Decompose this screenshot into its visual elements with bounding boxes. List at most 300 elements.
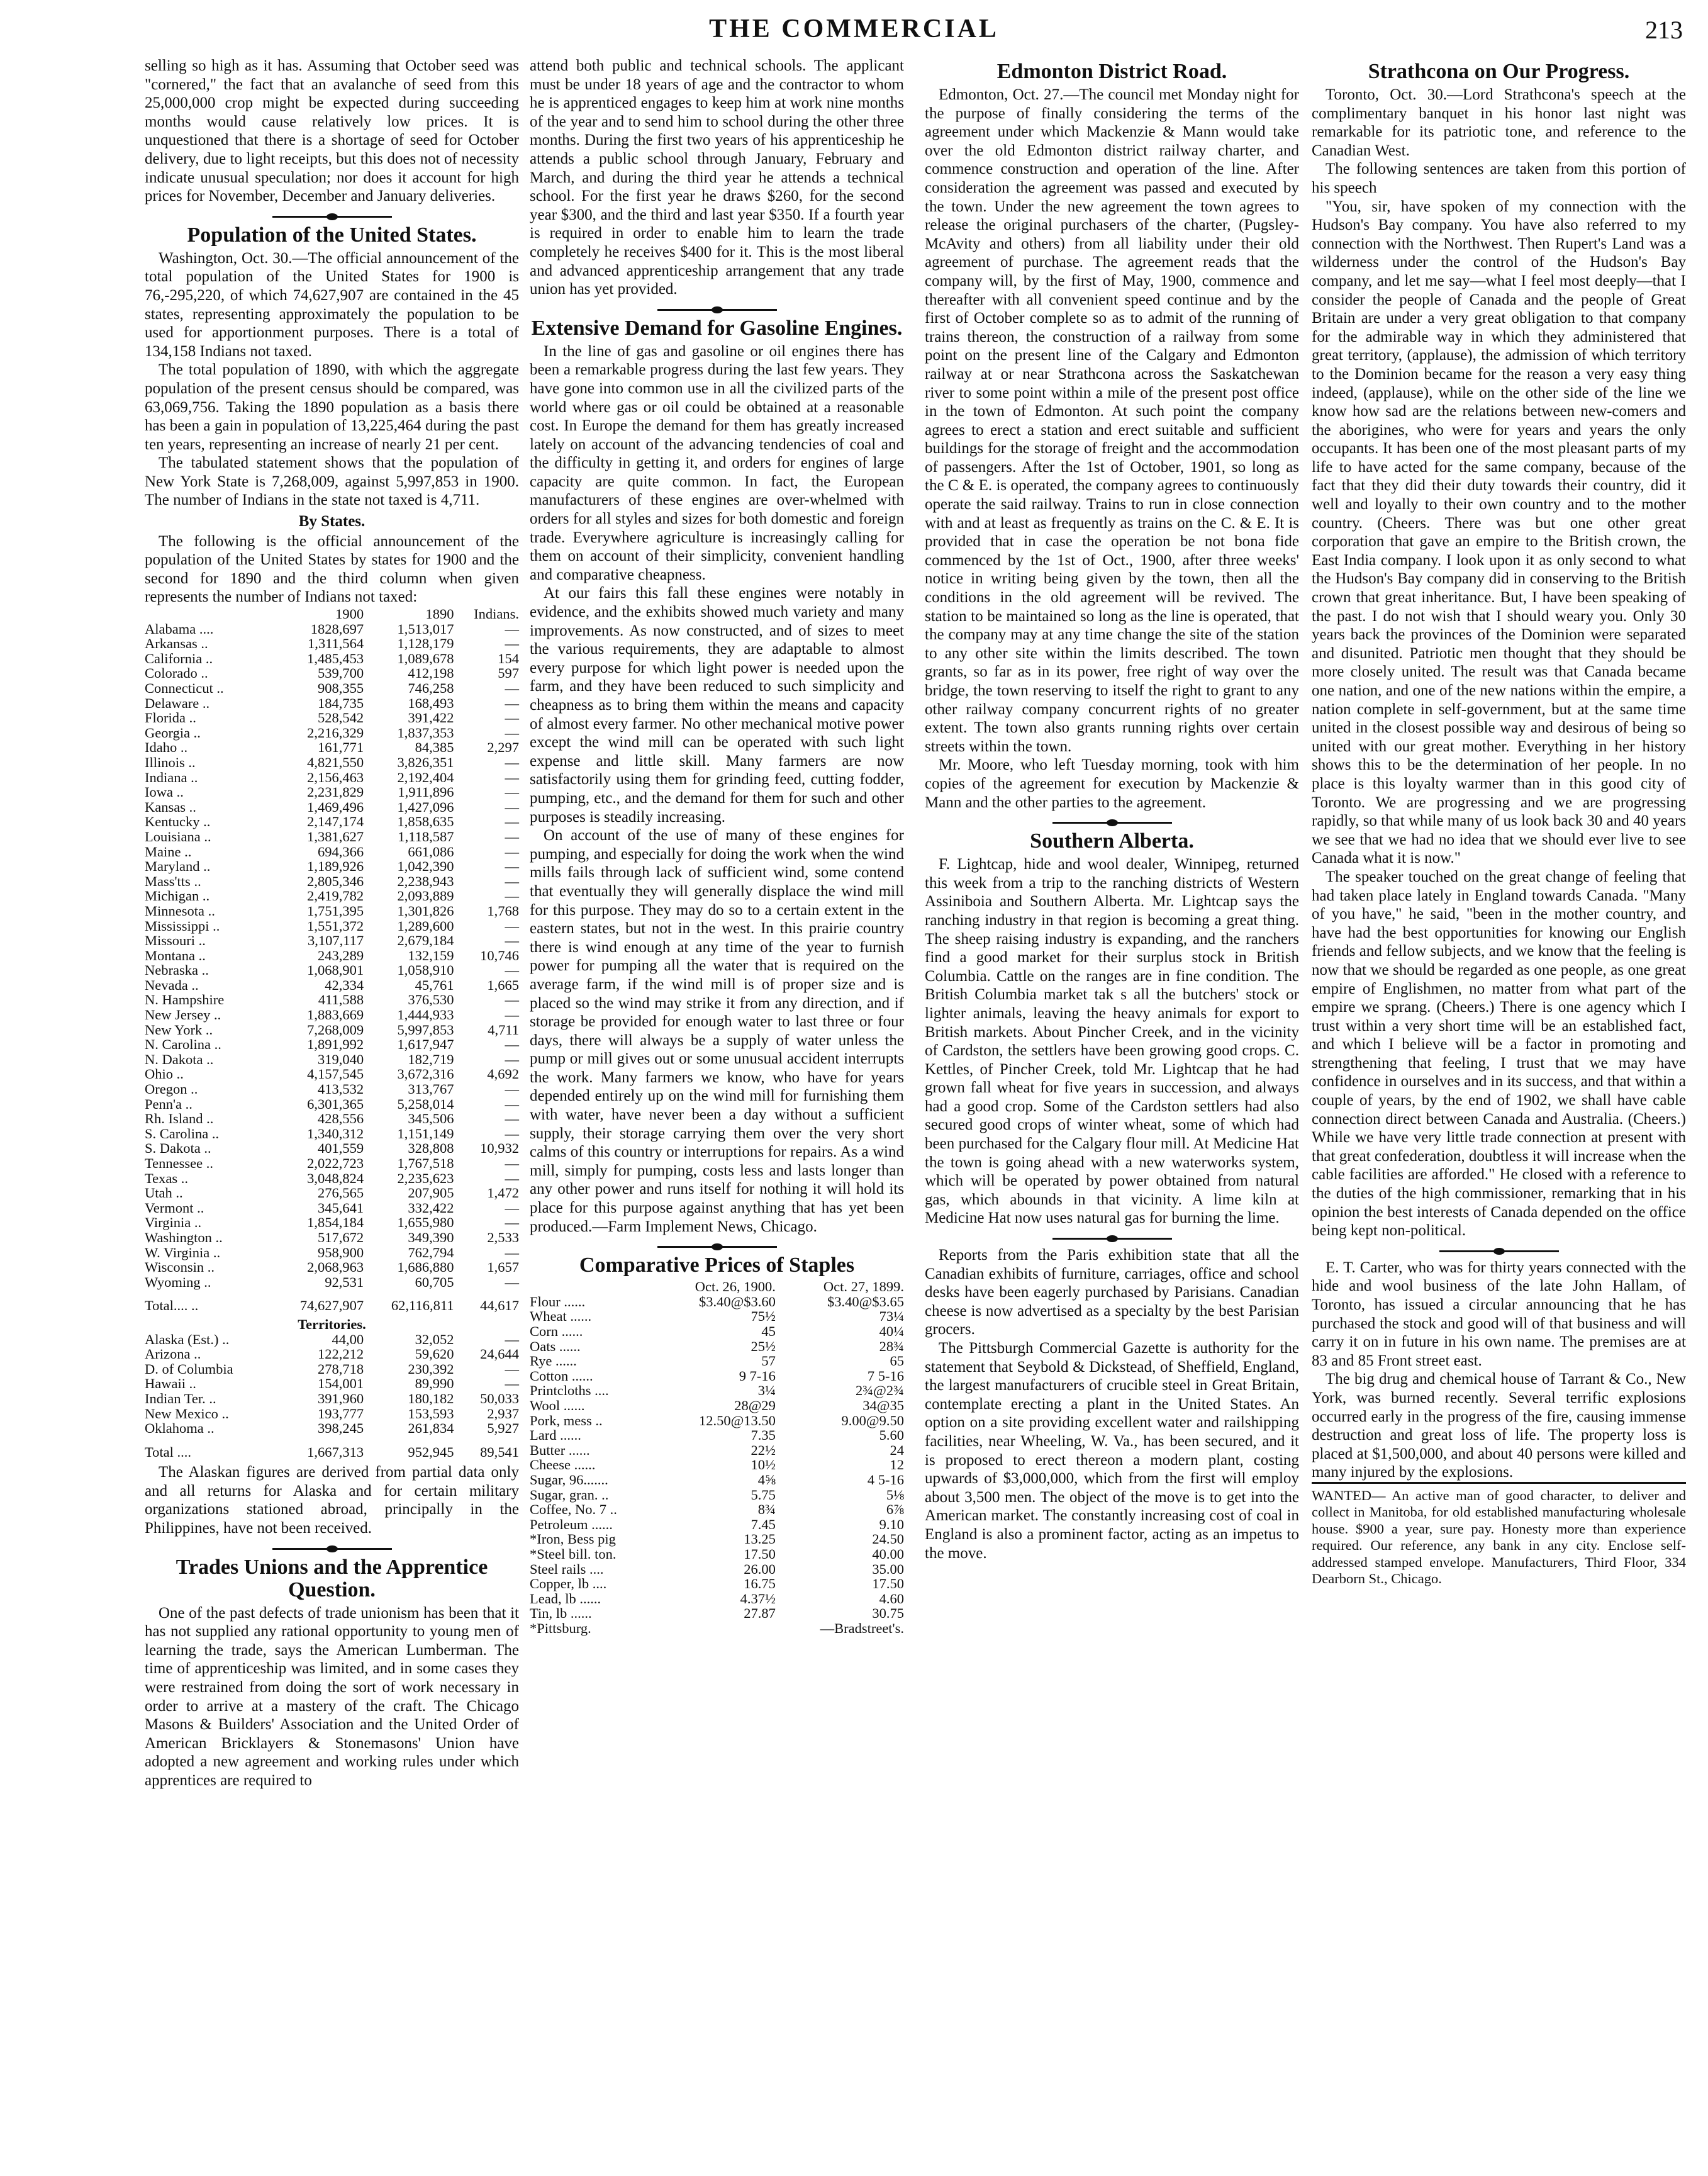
table-row — [145, 1082, 519, 1097]
cell-value: — — [505, 620, 519, 637]
cell-value: 276,565 — [318, 1185, 364, 1201]
table-row — [145, 1201, 519, 1216]
cell-value: 24.50 — [872, 1531, 904, 1547]
cell-value: 1,911,896 — [398, 784, 454, 800]
cell-value: 30.75 — [872, 1605, 904, 1622]
cell-value: 278,718 — [318, 1360, 364, 1377]
table-row — [145, 770, 519, 785]
cell-value: — — [505, 724, 519, 741]
row-label: Oklahoma .. — [145, 1420, 215, 1437]
cell-value: 168,493 — [408, 695, 454, 711]
column-header: 1900 — [335, 606, 364, 622]
cell-value: 3,672,316 — [397, 1066, 454, 1082]
cell-value: 12 — [890, 1457, 904, 1473]
row-label: Colorado .. — [145, 665, 208, 681]
cell-value: 1,151,149 — [397, 1125, 454, 1141]
cell-value: 5⅛ — [886, 1486, 904, 1503]
table-row — [145, 963, 519, 978]
cell-value: 7 5-16 — [867, 1367, 904, 1384]
section-divider — [1439, 1250, 1559, 1252]
cell-value: 8¾ — [757, 1501, 776, 1518]
cell-value: 1,751,395 — [307, 902, 364, 919]
row-label: Rye ...... — [530, 1353, 577, 1369]
row-label: Petroleum ...... — [530, 1516, 613, 1532]
row-label: Iowa .. — [145, 784, 184, 800]
continued-text: attend both public and technical schools. The applicant must be under 18 years of age and the contractor to whom he is apprenticed engages to keep him at work nine months of the year and to send him to school during the other three months. During the first two years of his apprenticeship he attends a public school through January, February and March, and during the third year he attends a technical school. For the first year he draws $260, for the second year $300, and the third and last year $350. If a fourth year is required in order to enable him to learn the trade completely he receives $400 for it. This is the most liberal and advanced apprenticeship arrangement that any trade union has yet provided. — [530, 57, 904, 298]
cell-value: 2,231,829 — [307, 784, 364, 800]
table-row — [145, 1052, 519, 1067]
cell-value: 4.37½ — [740, 1590, 776, 1607]
table-row — [145, 1391, 519, 1406]
cell-value: — — [505, 933, 519, 949]
row-label: Sugar, gran. .. — [530, 1486, 609, 1503]
table-row — [145, 1186, 519, 1201]
row-label: N. Hampshire — [145, 992, 225, 1008]
cell-value: 9.10 — [879, 1516, 904, 1532]
paragraph: Toronto, Oct. 30.—Lord Strathcona's speech at the complimentary banquet in his honor last night was remarkable for its patriotic tone, and reference to the Canadian West. — [1312, 86, 1686, 159]
cell-value: 1,469,496 — [307, 799, 364, 815]
cell-value: 10,932 — [480, 1140, 519, 1157]
table-row — [530, 1488, 904, 1503]
table-footnote-row — [530, 1621, 904, 1636]
row-label: Virginia .. — [145, 1214, 202, 1231]
cell-value: $3.40@$3.65 — [827, 1293, 904, 1310]
row-label: Lard ...... — [530, 1427, 581, 1444]
table-row — [530, 1606, 904, 1621]
row-label: Mississippi .. — [145, 917, 220, 934]
staples-price-table — [530, 1279, 904, 1635]
headline-population: Population of the United States. — [187, 223, 477, 247]
cell-value: — — [505, 799, 519, 815]
row-label: Alabama .... — [145, 620, 214, 637]
table-row — [145, 785, 519, 800]
table-row — [145, 1230, 519, 1245]
row-label: Missouri .. — [145, 933, 206, 949]
table-row — [145, 1421, 519, 1436]
paragraph: At our fairs this fall these engines were notably in evidence, and the exhibits showed much variety and many improvements. As now constructed, and of sizes to meet the various requirements, they are adaptable to almost every purpose for which light power is needed upon the farm, and they have been reduced to such simplicity and cheapness as to bring them within the means and capacity of almost every farmer. No other mechanical motive power except the wind mill can be operated with such light expense and little skill. Many farmers are now satisfactorily using them for grinding feed, cutting fodder, pumping, etc., and the demand for them for such and other purposes is steadily increasing. — [530, 585, 904, 826]
cell-value: 539,700 — [318, 665, 364, 681]
row-label: Washington .. — [145, 1229, 223, 1245]
column-header: Oct. 27, 1899. — [823, 1279, 904, 1295]
headline-staples: Comparative Prices of Staples — [579, 1253, 855, 1277]
cell-value: 207,905 — [408, 1185, 454, 1201]
cell-value: — — [505, 1199, 519, 1216]
cell-value: 243,289 — [318, 947, 364, 963]
page-number: 213 — [1645, 16, 1683, 44]
paragraph: E. T. Carter, who was for thirty years connected with the hide and wool business of the late John Hallam, of Toronto, has issued a circular announcing that he has purchased the stock and good will of that business and will carry it on in future in his own name. The premises are at 83 and 85 Front street east. — [1312, 1259, 1686, 1369]
cell-value: — — [505, 1096, 519, 1112]
paragraph: The following sentences are taken from this portion of his speech — [1312, 160, 1686, 196]
table-row — [530, 1547, 904, 1562]
cell-value: — — [505, 1081, 519, 1097]
table-row — [145, 1260, 519, 1275]
cell-value: 4⅝ — [757, 1471, 776, 1488]
headline-strathcona: Strathcona on Our Progress. — [1368, 60, 1630, 83]
row-label: Tennessee .. — [145, 1155, 214, 1171]
row-label: Tin, lb ...... — [530, 1605, 592, 1622]
table-row — [530, 1457, 904, 1472]
cell-value: — — [505, 843, 519, 860]
cell-value: 24 — [890, 1442, 904, 1458]
cell-value: 28@29 — [734, 1397, 776, 1413]
row-label: Montana .. — [145, 947, 206, 963]
table-row — [145, 1347, 519, 1362]
row-label: Idaho .. — [145, 739, 188, 756]
section-divider — [657, 1246, 777, 1248]
cell-value: 28¾ — [879, 1338, 904, 1354]
table-row — [530, 1339, 904, 1354]
table-row — [530, 1398, 904, 1413]
paragraph: Mr. Moore, who left Tuesday morning, took with him copies of the agreement for execution by Mackenzie & Mann and the other parties to the agreement. — [925, 756, 1299, 811]
row-label: New Mexico .. — [145, 1405, 229, 1422]
cell-value: 1,118,587 — [398, 828, 454, 844]
source-credit: —Bradstreet's. — [820, 1620, 904, 1636]
table-row — [145, 1245, 519, 1260]
cell-value: 2,419,782 — [307, 888, 364, 904]
row-label: Nebraska .. — [145, 962, 209, 979]
section-divider — [272, 216, 392, 218]
row-label: Kentucky .. — [145, 814, 211, 830]
cell-value: 1,513,017 — [397, 620, 454, 637]
cell-value: — — [505, 1170, 519, 1186]
cell-value: — — [505, 695, 519, 711]
row-label: *Steel bill. ton. — [530, 1545, 617, 1562]
cell-value: — — [505, 888, 519, 904]
cell-value: 517,672 — [318, 1229, 364, 1245]
cell-value: 1,854,184 — [307, 1214, 364, 1231]
cell-value: 153,593 — [408, 1405, 454, 1422]
cell-value: 428,556 — [318, 1111, 364, 1127]
cell-value: 2,192,404 — [397, 769, 454, 785]
section-divider — [1052, 1238, 1172, 1240]
table-row — [145, 755, 519, 770]
paragraph: In the line of gas and gasoline or oil engines there has been a remarkable progress during the last few years. They have gone into common use in all the civilized parts of the world where gas or oil could be obtained at a reasonable cost. In Europe the demand for them has greatly increased lately on account of the advancing tendencies of coal and the difficulty in getting it, and orders for engines of large capacity are quite common. In fact, the European manufacturers of these engines are over-whelmed with orders for all styles and sizes for both domestic and foreign trade. Everywhere agriculture is increasingly calling for them on account of their simplicity, convenient handling and comparative cheapness. — [530, 342, 904, 583]
cell-value: 1,068,901 — [307, 962, 364, 979]
row-label: Nevada .. — [145, 977, 199, 993]
cell-value: 6⅞ — [886, 1501, 904, 1518]
table-row — [145, 696, 519, 711]
cell-value: — — [505, 1036, 519, 1053]
table-row — [145, 726, 519, 741]
cell-value: 122,212 — [318, 1346, 364, 1362]
table-row — [145, 904, 519, 919]
paragraph: The Pittsburgh Commercial Gazette is authority for the statement that Seybold & Dickstead, of Sheffield, England, the largest manufacturers of crucible steel in Great Britain, contemplate erecting a plant in the United States. An option on a site providing excellent water and railshipping facilities, near Wheeling, W. Va., has been secured, and it is proposed to erect thereon a modern plant, costing upwards of $3,000,000, which from the first will employ about 3,500 men. The object of the move is to get into the American market. The constantly increasing cost of coal in England is also a prominent factor, acting as an impetus to the move. — [925, 1340, 1299, 1562]
row-label: Delaware .. — [145, 695, 210, 711]
cell-value: 1,289,600 — [397, 917, 454, 934]
cell-value: 412,198 — [408, 665, 454, 681]
row-label: *Iron, Bess pig — [530, 1531, 616, 1547]
row-label: Kansas .. — [145, 799, 196, 815]
cell-value: 154 — [498, 650, 519, 666]
cell-value: 1,657 — [487, 1259, 519, 1276]
row-label: Lead, lb ...... — [530, 1590, 601, 1607]
table-row — [145, 651, 519, 666]
cell-value: 4.60 — [879, 1590, 904, 1607]
row-label: Illinois .. — [145, 754, 196, 770]
cell-value: 73¼ — [879, 1308, 904, 1325]
table-row — [145, 1275, 519, 1290]
row-label: Steel rails .... — [530, 1561, 604, 1577]
paragraph: Washington, Oct. 30.—The official announcement of the total population of the United States for 1900 is 76,-295,220, of which 74,627,907 are contained in the 45 states, representing approximately the population to be used for apportionment purposes. There is a total of 134,158 Indians not taxed. — [145, 249, 519, 360]
cell-value: 16.75 — [744, 1576, 776, 1592]
cell-value: 332,422 — [408, 1199, 454, 1216]
cell-value: 27.87 — [744, 1605, 776, 1622]
row-label: N. Carolina .. — [145, 1036, 221, 1053]
table-row — [530, 1369, 904, 1384]
table-row — [145, 992, 519, 1007]
cell-value: 4,692 — [487, 1066, 519, 1082]
row-label: Pork, mess .. — [530, 1412, 603, 1428]
cell-value: 2,216,329 — [307, 724, 364, 741]
cell-value: 89,990 — [415, 1376, 454, 1392]
cell-value: 1,891,992 — [307, 1036, 364, 1053]
cell-value: 2,679,184 — [397, 933, 454, 949]
row-label: Cotton ...... — [530, 1367, 593, 1384]
cell-value: 40¼ — [879, 1323, 904, 1339]
headline-gasoline-engines: Extensive Demand for Gasoline Engines. — [531, 316, 903, 340]
row-label: Ohio .. — [145, 1066, 184, 1082]
cell-value: 132,159 — [408, 947, 454, 963]
cell-value: 597 — [498, 665, 519, 681]
column-header: Oct. 26, 1900. — [695, 1279, 776, 1295]
row-label: Arkansas .. — [145, 636, 208, 652]
paragraph: One of the past defects of trade unionism has been that it has not supplied any rational opportunity to young men of learning the trade, says the American Lumberman. The time of apprenticeship was limited, and in some cases they were restrained from doing the sort of work necessary in order to arrive at a mastery of the craft. The Chicago Masons & Builders' Association and the United Order of American Bricklayers & Stonemasons' Union have adopted a new agreement and working rules under which apprentices are required to — [145, 1604, 519, 1789]
column-header: Indians. — [474, 606, 519, 622]
cell-value: 391,422 — [408, 710, 454, 726]
row-label: California .. — [145, 650, 213, 666]
population-table — [145, 607, 519, 1463]
table-row — [145, 874, 519, 889]
cell-value: — — [505, 680, 519, 696]
row-label: Georgia .. — [145, 724, 201, 741]
cell-value: 2,805,346 — [307, 873, 364, 889]
section-divider — [1052, 822, 1172, 824]
cell-value: 1,042,390 — [397, 858, 454, 875]
cell-value: 1,551,372 — [307, 917, 364, 934]
cell-value: 4,821,550 — [307, 754, 364, 770]
cell-value: — — [505, 1125, 519, 1141]
cell-value: 5.60 — [879, 1427, 904, 1444]
cell-value: 1,128,179 — [397, 636, 454, 652]
cell-value: 2,093,889 — [397, 888, 454, 904]
cell-value: 7.45 — [751, 1516, 776, 1532]
row-label: D. of Columbia — [145, 1360, 233, 1377]
row-label: Indian Ter. .. — [145, 1390, 216, 1406]
cell-value: 40.00 — [872, 1545, 904, 1562]
cell-value: 3,107,117 — [307, 933, 364, 949]
cell-value: 391,960 — [318, 1390, 364, 1406]
table-row — [530, 1294, 904, 1310]
row-label: N. Dakota .. — [145, 1051, 214, 1067]
cell-value: 413,532 — [318, 1081, 364, 1097]
cell-value: 75½ — [751, 1308, 776, 1325]
cell-value: 230,392 — [408, 1360, 454, 1377]
row-label: Vermont .. — [145, 1199, 204, 1216]
cell-value: 84,385 — [415, 739, 454, 756]
cell-value: 7.35 — [751, 1427, 776, 1444]
row-label: Coffee, No. 7 .. — [530, 1501, 617, 1518]
cell-value: 10,746 — [480, 947, 519, 963]
cell-value: 1,301,826 — [397, 902, 454, 919]
subheading-by-states: By States. — [298, 513, 366, 530]
row-label: Printcloths .... — [530, 1382, 609, 1399]
cell-value: — — [505, 1155, 519, 1171]
cell-value: 9.00@9.50 — [841, 1412, 904, 1428]
publication-title: THE COMMERCIAL — [709, 14, 999, 43]
cell-value: — — [505, 828, 519, 844]
column-1 — [145, 57, 519, 1790]
row-label: S. Dakota .. — [145, 1140, 211, 1157]
classified-advertisement: WANTED— An active man of good character, to deliver and collect in Manitoba, for old established manufacturing wholesale house. $900 a year, sure pay. Honesty more than experience required. Our reference, any bank in any city. Enclose self-addressed stamped envelope. Manufacturers, Third Floor, 334 Dearborn St., Chicago. — [1312, 1482, 1686, 1588]
table-row — [145, 1126, 519, 1141]
cell-value: 184,735 — [318, 695, 364, 711]
table-row — [530, 1413, 904, 1428]
cell-value: 958,900 — [318, 1244, 364, 1260]
table-row — [530, 1428, 904, 1443]
cell-value: — — [505, 1007, 519, 1023]
table-row — [145, 800, 519, 815]
cell-value: 2,068,963 — [307, 1259, 364, 1276]
paragraph: "You, sir, have spoken of my connection with the Hudson's Bay company. You have also referred to my connection with the Northwest. Then Rupert's Land was a wilderness under the control of the Hudson's Bay company, and let me say—what I feel most deeply—that I consider the people of Canada and the people of Great Britain are under a very great obligation to that company for the admirable way in which they administered that great territory, (applause), the admission of which territory to the Dominion became for the reason a very easy thing indeed, (applause), while on the other side of the line we know how sad are the relations between new-comers and the aborigines, who were for years and years the only occupants. It has been one of the most pleasant parts of my life to have acted for the same company, because of the fact that they did their duty towards their country, did it well and loyally to their own country and to the mother country. (Cheers. There was but one other great corporation that gave an empire to the British crown, the East India company. I look upon it as only second to what the Hudson's Bay company did in conserving to the British crown that great inheritance. But, I have been speaking of the past. I do not wish that I should weary you. Only 30 years back the provinces of the Dominion were separated and disunited. Patriotic men thought that they should be more closely united. The result was that Canada became one nation, and one of the new nations within the empire, a nation complete in self-government, but at the same time united in the closest possible way and desirous of being so united with our great mother. Everything in her history shows this to be the determination of her people. In no place is this loyalty warmer than in this good city of Toronto. We are progressing and we are progressing rapidly, so that while many of us look back 30 and 40 years we see that we had no idea that we should ever live to see Canada what it is now." — [1312, 198, 1686, 867]
row-label: Rh. Island .. — [145, 1111, 214, 1127]
table-row — [145, 710, 519, 726]
row-label: Oregon .. — [145, 1081, 198, 1097]
cell-value: 25½ — [751, 1338, 776, 1354]
headline-edmonton: Edmonton District Road. — [996, 60, 1227, 83]
cell-value: 35.00 — [872, 1561, 904, 1577]
row-label: Mass'tts .. — [145, 873, 201, 889]
row-label: Corn ...... — [530, 1323, 583, 1339]
cell-value: — — [505, 873, 519, 889]
table-row — [145, 844, 519, 860]
cell-value: 9 7-16 — [739, 1367, 776, 1384]
cell-value: 182,719 — [408, 1051, 454, 1067]
row-label: New Jersey .. — [145, 1007, 221, 1023]
row-label: W. Virginia .. — [145, 1244, 221, 1260]
cell-value: — — [505, 784, 519, 800]
table-row — [145, 1406, 519, 1422]
paragraph: The tabulated statement shows that the population of New York State is 7,268,009, against 5,997,853 in 1900. The number of Indians in the state not taxed is 4,711. — [145, 454, 519, 509]
cell-value: — — [505, 1244, 519, 1260]
cell-value: — — [505, 1360, 519, 1377]
row-label: Florida .. — [145, 710, 196, 726]
cell-value: — — [505, 1331, 519, 1347]
cell-value: 65 — [890, 1353, 904, 1369]
table-row — [530, 1324, 904, 1339]
cell-value: 319,040 — [318, 1051, 364, 1067]
table-row — [145, 1067, 519, 1082]
cell-value: 345,506 — [408, 1111, 454, 1127]
row-label: S. Carolina .. — [145, 1125, 220, 1141]
cell-value: 1,485,453 — [307, 650, 364, 666]
table-row — [145, 1023, 519, 1038]
cell-value: 2¾@2¾ — [856, 1382, 904, 1399]
table-row — [145, 978, 519, 993]
cell-value: 17.50 — [744, 1545, 776, 1562]
table-grand-total-row: Total .... 1,667,313 952,945 89,541 — [145, 1444, 519, 1460]
cell-value: 193,777 — [318, 1405, 364, 1422]
table-row — [145, 1111, 519, 1126]
cell-value: 1,427,096 — [397, 799, 454, 815]
table-row — [145, 1171, 519, 1186]
cell-value: 345,641 — [318, 1199, 364, 1216]
cell-value: — — [505, 1274, 519, 1290]
row-label: Michigan .. — [145, 888, 210, 904]
row-label: Butter ...... — [530, 1442, 590, 1458]
cell-value: — — [505, 1111, 519, 1127]
cell-value: 1,058,910 — [397, 962, 454, 979]
cell-value: — — [505, 1376, 519, 1392]
table-row — [145, 1376, 519, 1391]
cell-value: — — [505, 636, 519, 652]
cell-value: 22½ — [751, 1442, 776, 1458]
staples-rows — [530, 1294, 904, 1621]
headline-southern-alberta: Southern Alberta. — [1030, 829, 1194, 853]
cell-value: 1828,697 — [310, 620, 364, 637]
cell-value: 261,834 — [408, 1420, 454, 1437]
cell-value: 57 — [761, 1353, 776, 1369]
cell-value: 24,644 — [480, 1346, 519, 1362]
cell-value: 3,826,351 — [397, 754, 454, 770]
cell-value: — — [505, 917, 519, 934]
cell-value: 3,048,824 — [307, 1170, 364, 1186]
cell-value: 44,00 — [332, 1331, 364, 1347]
row-label: Flour ...... — [530, 1293, 586, 1310]
table-row — [145, 814, 519, 829]
table-row — [145, 933, 519, 948]
cell-value: 4,711 — [488, 1021, 519, 1038]
cell-value: — — [505, 769, 519, 785]
row-label: Wisconsin .. — [145, 1259, 215, 1276]
cell-value: 5,997,853 — [397, 1021, 454, 1038]
cell-value: 5,927 — [487, 1420, 519, 1437]
table-row — [145, 666, 519, 681]
cell-value: 2,022,723 — [307, 1155, 364, 1171]
cell-value: 59,620 — [415, 1346, 454, 1362]
cell-value: 7,268,009 — [307, 1021, 364, 1038]
table-header-row — [530, 1279, 904, 1294]
table-row — [145, 636, 519, 651]
cell-value: 328,808 — [408, 1140, 454, 1157]
cell-value: 1,311,564 — [307, 636, 364, 652]
row-label: Louisiana .. — [145, 828, 211, 844]
table-row — [145, 1037, 519, 1052]
table-row — [530, 1472, 904, 1488]
section-divider — [272, 1548, 392, 1550]
table-row — [145, 829, 519, 844]
table-row — [530, 1502, 904, 1517]
row-label: Arizona .. — [145, 1346, 201, 1362]
row-label: Minnesota .. — [145, 902, 215, 919]
row-label: Utah .. — [145, 1185, 183, 1201]
cell-value: 32,052 — [415, 1331, 454, 1347]
paragraph: The Alaskan figures are derived from partial data only and all returns for Alaska and for certain military organizations stationed abroad, principally in the Philippines, have not been received. — [145, 1464, 519, 1537]
cell-value: — — [505, 754, 519, 770]
table-row — [145, 1007, 519, 1023]
cell-value: 42,334 — [325, 977, 364, 993]
cell-value: 6,301,365 — [307, 1096, 364, 1112]
cell-value: 1,883,669 — [307, 1007, 364, 1023]
column-3 — [925, 57, 1299, 1562]
cell-value: 1,858,635 — [397, 814, 454, 830]
cell-value: 1,837,353 — [397, 724, 454, 741]
cell-value: 401,559 — [318, 1140, 364, 1157]
table-row — [145, 622, 519, 637]
territories-rows — [145, 1332, 519, 1436]
table-row — [145, 1332, 519, 1347]
section-divider — [657, 309, 777, 311]
cell-value: 908,355 — [318, 680, 364, 696]
